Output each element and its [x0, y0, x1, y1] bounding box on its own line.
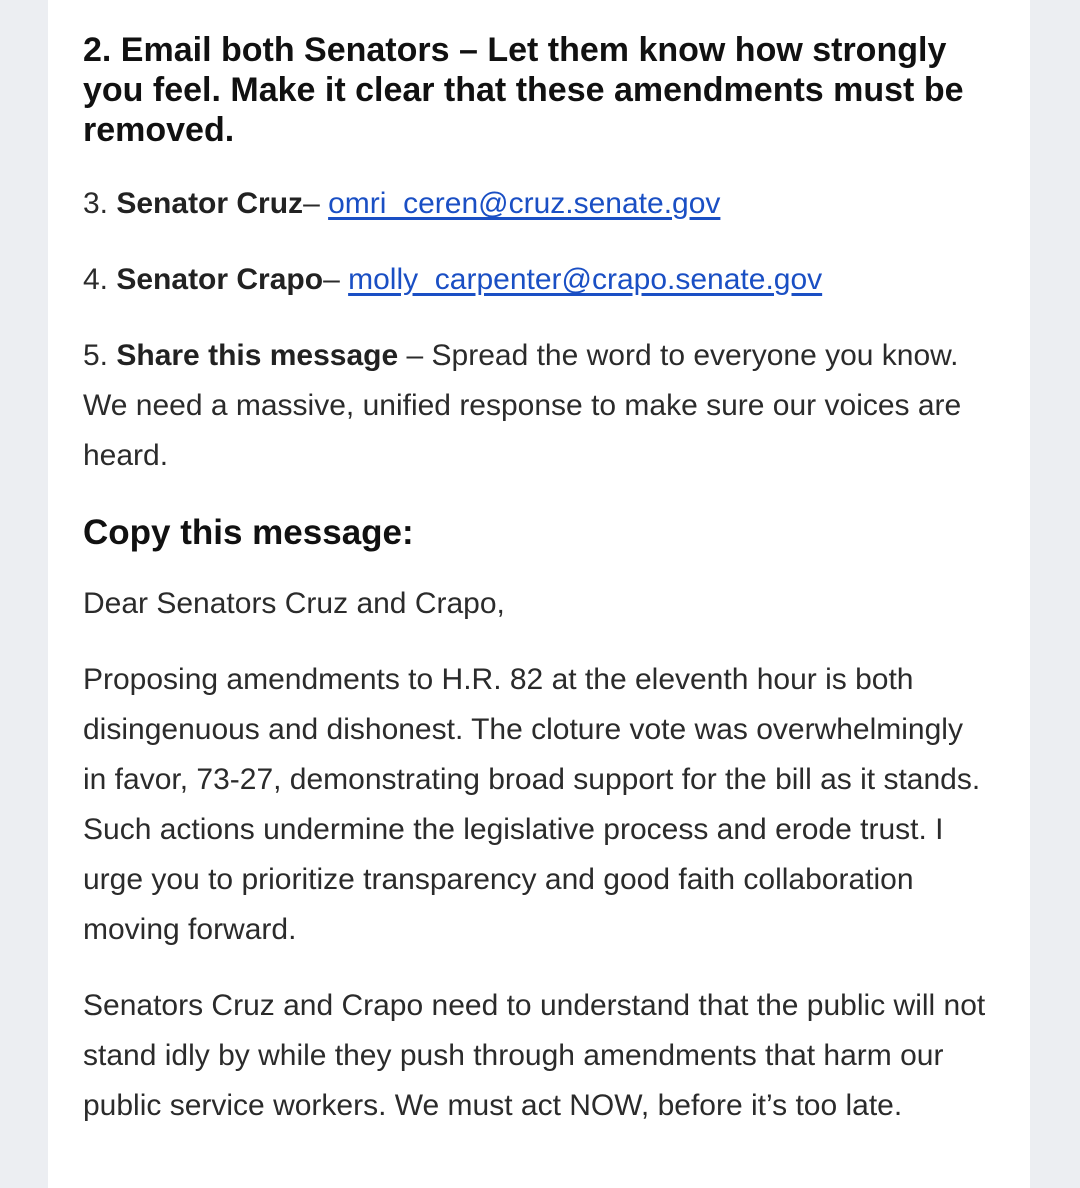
step-4-number: 4. — [83, 263, 117, 296]
step-5-number: 5. — [83, 339, 117, 372]
cruz-email-link[interactable]: omri_ceren@cruz.senate.gov — [328, 187, 721, 220]
closing-paragraph: Senators Cruz and Crapo need to understand that the public will not stand idly by while they push through amendments that harm our public service workers. We must act NOW, before it’s too late. — [83, 989, 986, 1122]
crapo-email-link[interactable]: molly_carpenter@crapo.senate.gov — [348, 263, 823, 296]
step-3-number: 3. — [83, 187, 117, 220]
letter-salutation: Dear Senators Cruz and Crapo, — [83, 587, 505, 620]
step-5-title: Share this message — [116, 339, 399, 372]
step-3-separator: – — [303, 187, 329, 220]
step-3-senator-name: Senator Cruz — [116, 187, 304, 220]
message-content — [83, 30, 993, 1131]
step-2-heading: 2. Email both Senators – Let them know how strongly you feel. Make it clear that these amendments must be removed. — [83, 31, 964, 149]
step-4-senator-name: Senator Crapo — [116, 263, 324, 296]
step-4-senator-crapo — [83, 255, 993, 305]
letter-body: Proposing amendments to H.R. 82 at the eleventh hour is both disingenuous and dishonest. The cloture vote was overwhelmingly in favor, 73-27, demonstrating broad support for the bill as it stands. Such actions undermine the legislative process and erode trust. I urge you to prioritize transparency and good faith collaboration moving forward. — [83, 663, 981, 946]
step-5-share-message — [83, 331, 993, 481]
copy-message-heading: Copy this message: — [83, 513, 414, 552]
step-5-text: – Spread the word to everyone you know. We need a massive, unified response to make sure our voices are heard. — [83, 339, 962, 472]
step-4-separator: – — [323, 263, 349, 296]
message-card — [48, 0, 1030, 1188]
step-3-senator-cruz — [83, 179, 993, 229]
